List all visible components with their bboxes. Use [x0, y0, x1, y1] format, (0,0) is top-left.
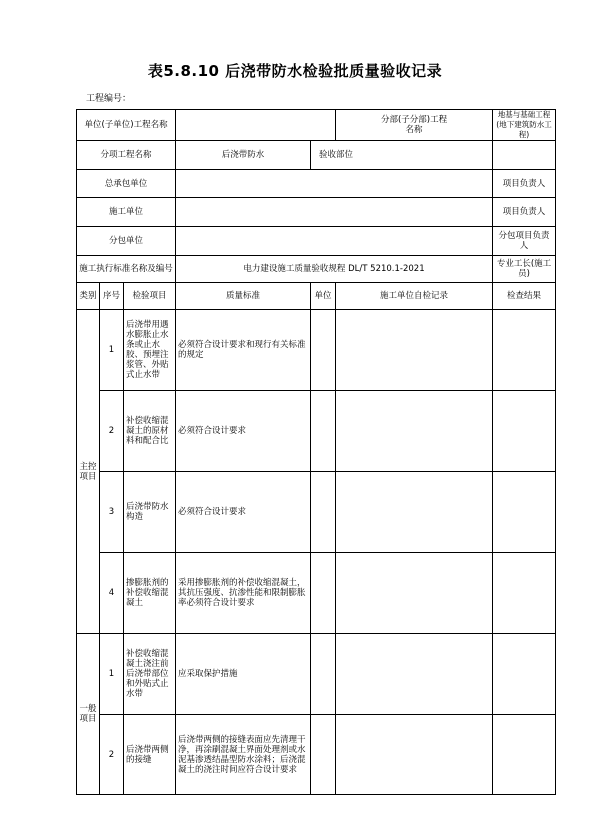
row-self-check[interactable] [336, 634, 493, 715]
row-standard: 后浇带两侧的接缝表面应先清理干净，再涂刷混凝土界面处理剂或水泥基渗透结晶型防水涂料；后浇混凝土的浇注时间应符合设计要求 [176, 715, 311, 795]
col-standard: 质量标准 [176, 283, 311, 310]
standard-label: 施工执行标准名称及编号 [77, 256, 176, 283]
col-result: 检查结果 [493, 283, 556, 310]
row-result[interactable] [493, 391, 556, 472]
row-result[interactable] [493, 472, 556, 553]
row-seq: 4 [100, 553, 124, 634]
row-standard: 采用掺膨胀剂的补偿收缩混凝土，其抗压强度、抗渗性能和限制膨胀率必须符合设计要求 [176, 553, 311, 634]
unit-project-value[interactable] [176, 110, 336, 141]
main-category-label: 主控项目 [77, 310, 100, 634]
table-row [77, 634, 556, 715]
general-contractor-label: 总承包单位 [77, 170, 176, 198]
table-row [77, 553, 556, 634]
row-result[interactable] [493, 310, 556, 391]
inspection-record-table [76, 109, 556, 795]
row-unit[interactable] [311, 634, 336, 715]
foreman-label: 专业工长(施工员) [493, 256, 556, 283]
row-item: 掺膨胀剂的补偿收缩混凝土 [124, 553, 176, 634]
row-unit[interactable] [311, 472, 336, 553]
standard-value[interactable]: 电力建设施工质量验收规程 DL/T 5210.1-2021 [176, 256, 493, 283]
row-result[interactable] [493, 634, 556, 715]
row-seq: 2 [100, 391, 124, 472]
col-self-check: 施工单位自检记录 [336, 283, 493, 310]
sub-project-manager-label: 分包项目负责人 [493, 227, 556, 256]
row-unit[interactable] [311, 310, 336, 391]
row-result[interactable] [493, 715, 556, 795]
row-seq: 1 [100, 310, 124, 391]
project-manager-label-2: 项目负责人 [493, 198, 556, 227]
row-seq: 2 [100, 715, 124, 795]
project-number-label: 工程编号： [86, 94, 132, 104]
row-seq: 3 [100, 472, 124, 553]
table-row [77, 310, 556, 391]
col-category: 类别 [77, 283, 100, 310]
unit-project-label: 单位(子单位)工程名称 [77, 110, 176, 141]
row-item: 补偿收缩混凝土的原材料和配合比 [124, 391, 176, 472]
project-manager-label: 项目负责人 [493, 170, 556, 198]
row-item: 后浇带两侧的接缝 [124, 715, 176, 795]
sub-project-value[interactable]: 地基与基础工程(地下建筑防水工程) [493, 110, 556, 141]
row-item: 补偿收缩混凝土浇注前后浇带部位和外贴式止水带 [124, 634, 176, 715]
row-unit[interactable] [311, 553, 336, 634]
row-self-check[interactable] [336, 715, 493, 795]
row-self-check[interactable] [336, 553, 493, 634]
row-standard: 应采取保护措施 [176, 634, 311, 715]
table-row [77, 472, 556, 553]
table-row [77, 715, 556, 795]
row-item: 后浇带用遇水膨胀止水条或止水胶、预埋注浆管、外贴式止水带 [124, 310, 176, 391]
general-category-label: 一般项目 [77, 634, 100, 795]
general-contractor-value[interactable] [176, 170, 493, 198]
item-project-value[interactable]: 后浇带防水 [176, 141, 311, 170]
col-seq: 序号 [100, 283, 124, 310]
row-unit[interactable] [311, 715, 336, 795]
row-self-check[interactable] [336, 391, 493, 472]
sub-project-label: 分部(子分部)工程名称 [336, 110, 493, 141]
row-standard: 必须符合设计要求 [176, 472, 311, 553]
inspection-part-value[interactable] [493, 141, 556, 170]
col-item: 检验项目 [124, 283, 176, 310]
row-unit[interactable] [311, 391, 336, 472]
row-standard: 必须符合设计要求 [176, 391, 311, 472]
table-row [77, 391, 556, 472]
row-self-check[interactable] [336, 310, 493, 391]
item-project-label: 分项工程名称 [77, 141, 176, 170]
subcontractor-label: 分包单位 [77, 227, 176, 256]
row-result[interactable] [493, 553, 556, 634]
page-title: 表5.8.10 后浇带防水检验批质量验收记录 [147, 62, 443, 80]
inspection-part-label: 验收部位 [311, 141, 493, 170]
col-unit: 单位 [311, 283, 336, 310]
row-seq: 1 [100, 634, 124, 715]
subcontractor-value[interactable] [176, 227, 493, 256]
row-self-check[interactable] [336, 472, 493, 553]
construction-unit-value[interactable] [176, 198, 493, 227]
row-item: 后浇带防水构造 [124, 472, 176, 553]
construction-unit-label: 施工单位 [77, 198, 176, 227]
row-standard: 必须符合设计要求和现行有关标准的规定 [176, 310, 311, 391]
